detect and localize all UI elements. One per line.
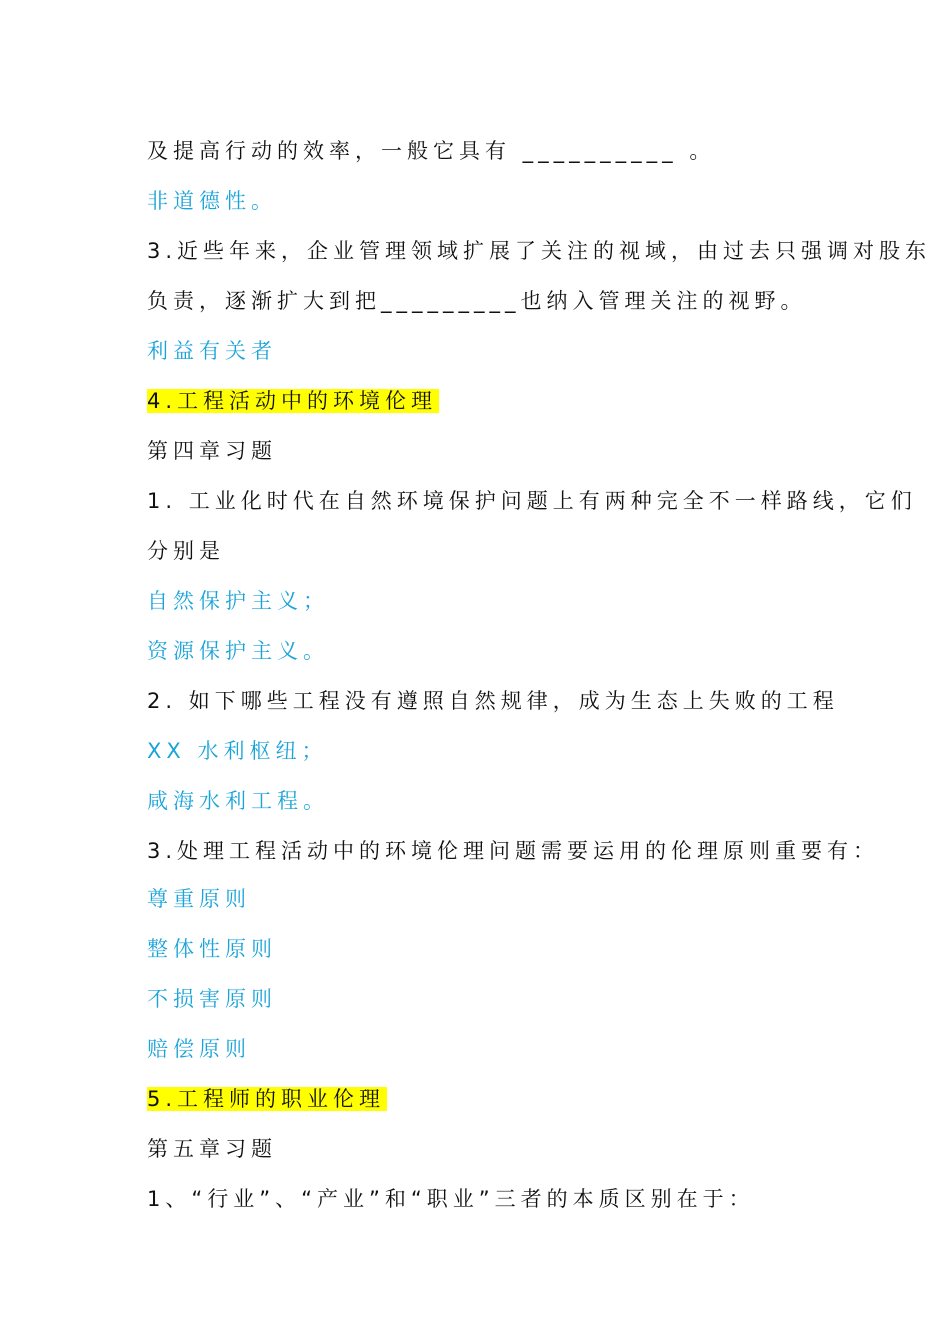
answer-line: 咸海水利工程。 bbox=[147, 789, 329, 813]
text-line: 1. 工业化时代在自然环境保护问题上有两种完全不一样路线，它们 bbox=[147, 489, 917, 513]
chapter-title: 第五章习题 bbox=[147, 1137, 277, 1161]
answer-line: 尊重原则 bbox=[147, 887, 251, 911]
section-heading bbox=[147, 386, 439, 416]
answer-line: 利益有关者 bbox=[147, 339, 277, 363]
section-heading bbox=[147, 1084, 387, 1114]
text-line: 2. 如下哪些工程没有遵照自然规律，成为生态上失败的工程 bbox=[147, 689, 839, 713]
answer-line: 自然保护主义； bbox=[147, 589, 329, 613]
answer-line: 整体性原则 bbox=[147, 937, 277, 961]
text-line: 1、“行业”、“产业”和“职业”三者的本质区别在于： bbox=[147, 1187, 755, 1211]
answer-line: 不损害原则 bbox=[147, 987, 277, 1011]
highlighted-heading: 4.工程活动中的环境伦理 bbox=[147, 389, 438, 413]
text-line: 3.近些年来，企业管理领域扩展了关注的视域，由过去只强调对股东 bbox=[147, 239, 932, 263]
text-line: 及提高行动的效率，一般它具有 __________ 。 bbox=[147, 139, 716, 163]
text-line: 3.处理工程活动中的环境伦理问题需要运用的伦理原则重要有： bbox=[147, 839, 880, 863]
answer-line: 赔偿原则 bbox=[147, 1037, 251, 1061]
text-line: 分别是 bbox=[147, 539, 225, 563]
highlighted-heading: 5.工程师的职业伦理 bbox=[147, 1087, 386, 1111]
text-line: 负责，逐渐扩大到把_________也纳入管理关注的视野。 bbox=[147, 289, 807, 313]
answer-line: 资源保护主义。 bbox=[147, 639, 329, 663]
answer-line: 非道德性。 bbox=[147, 189, 277, 213]
answer-line: XX 水利枢纽； bbox=[147, 739, 328, 763]
chapter-title: 第四章习题 bbox=[147, 439, 277, 463]
